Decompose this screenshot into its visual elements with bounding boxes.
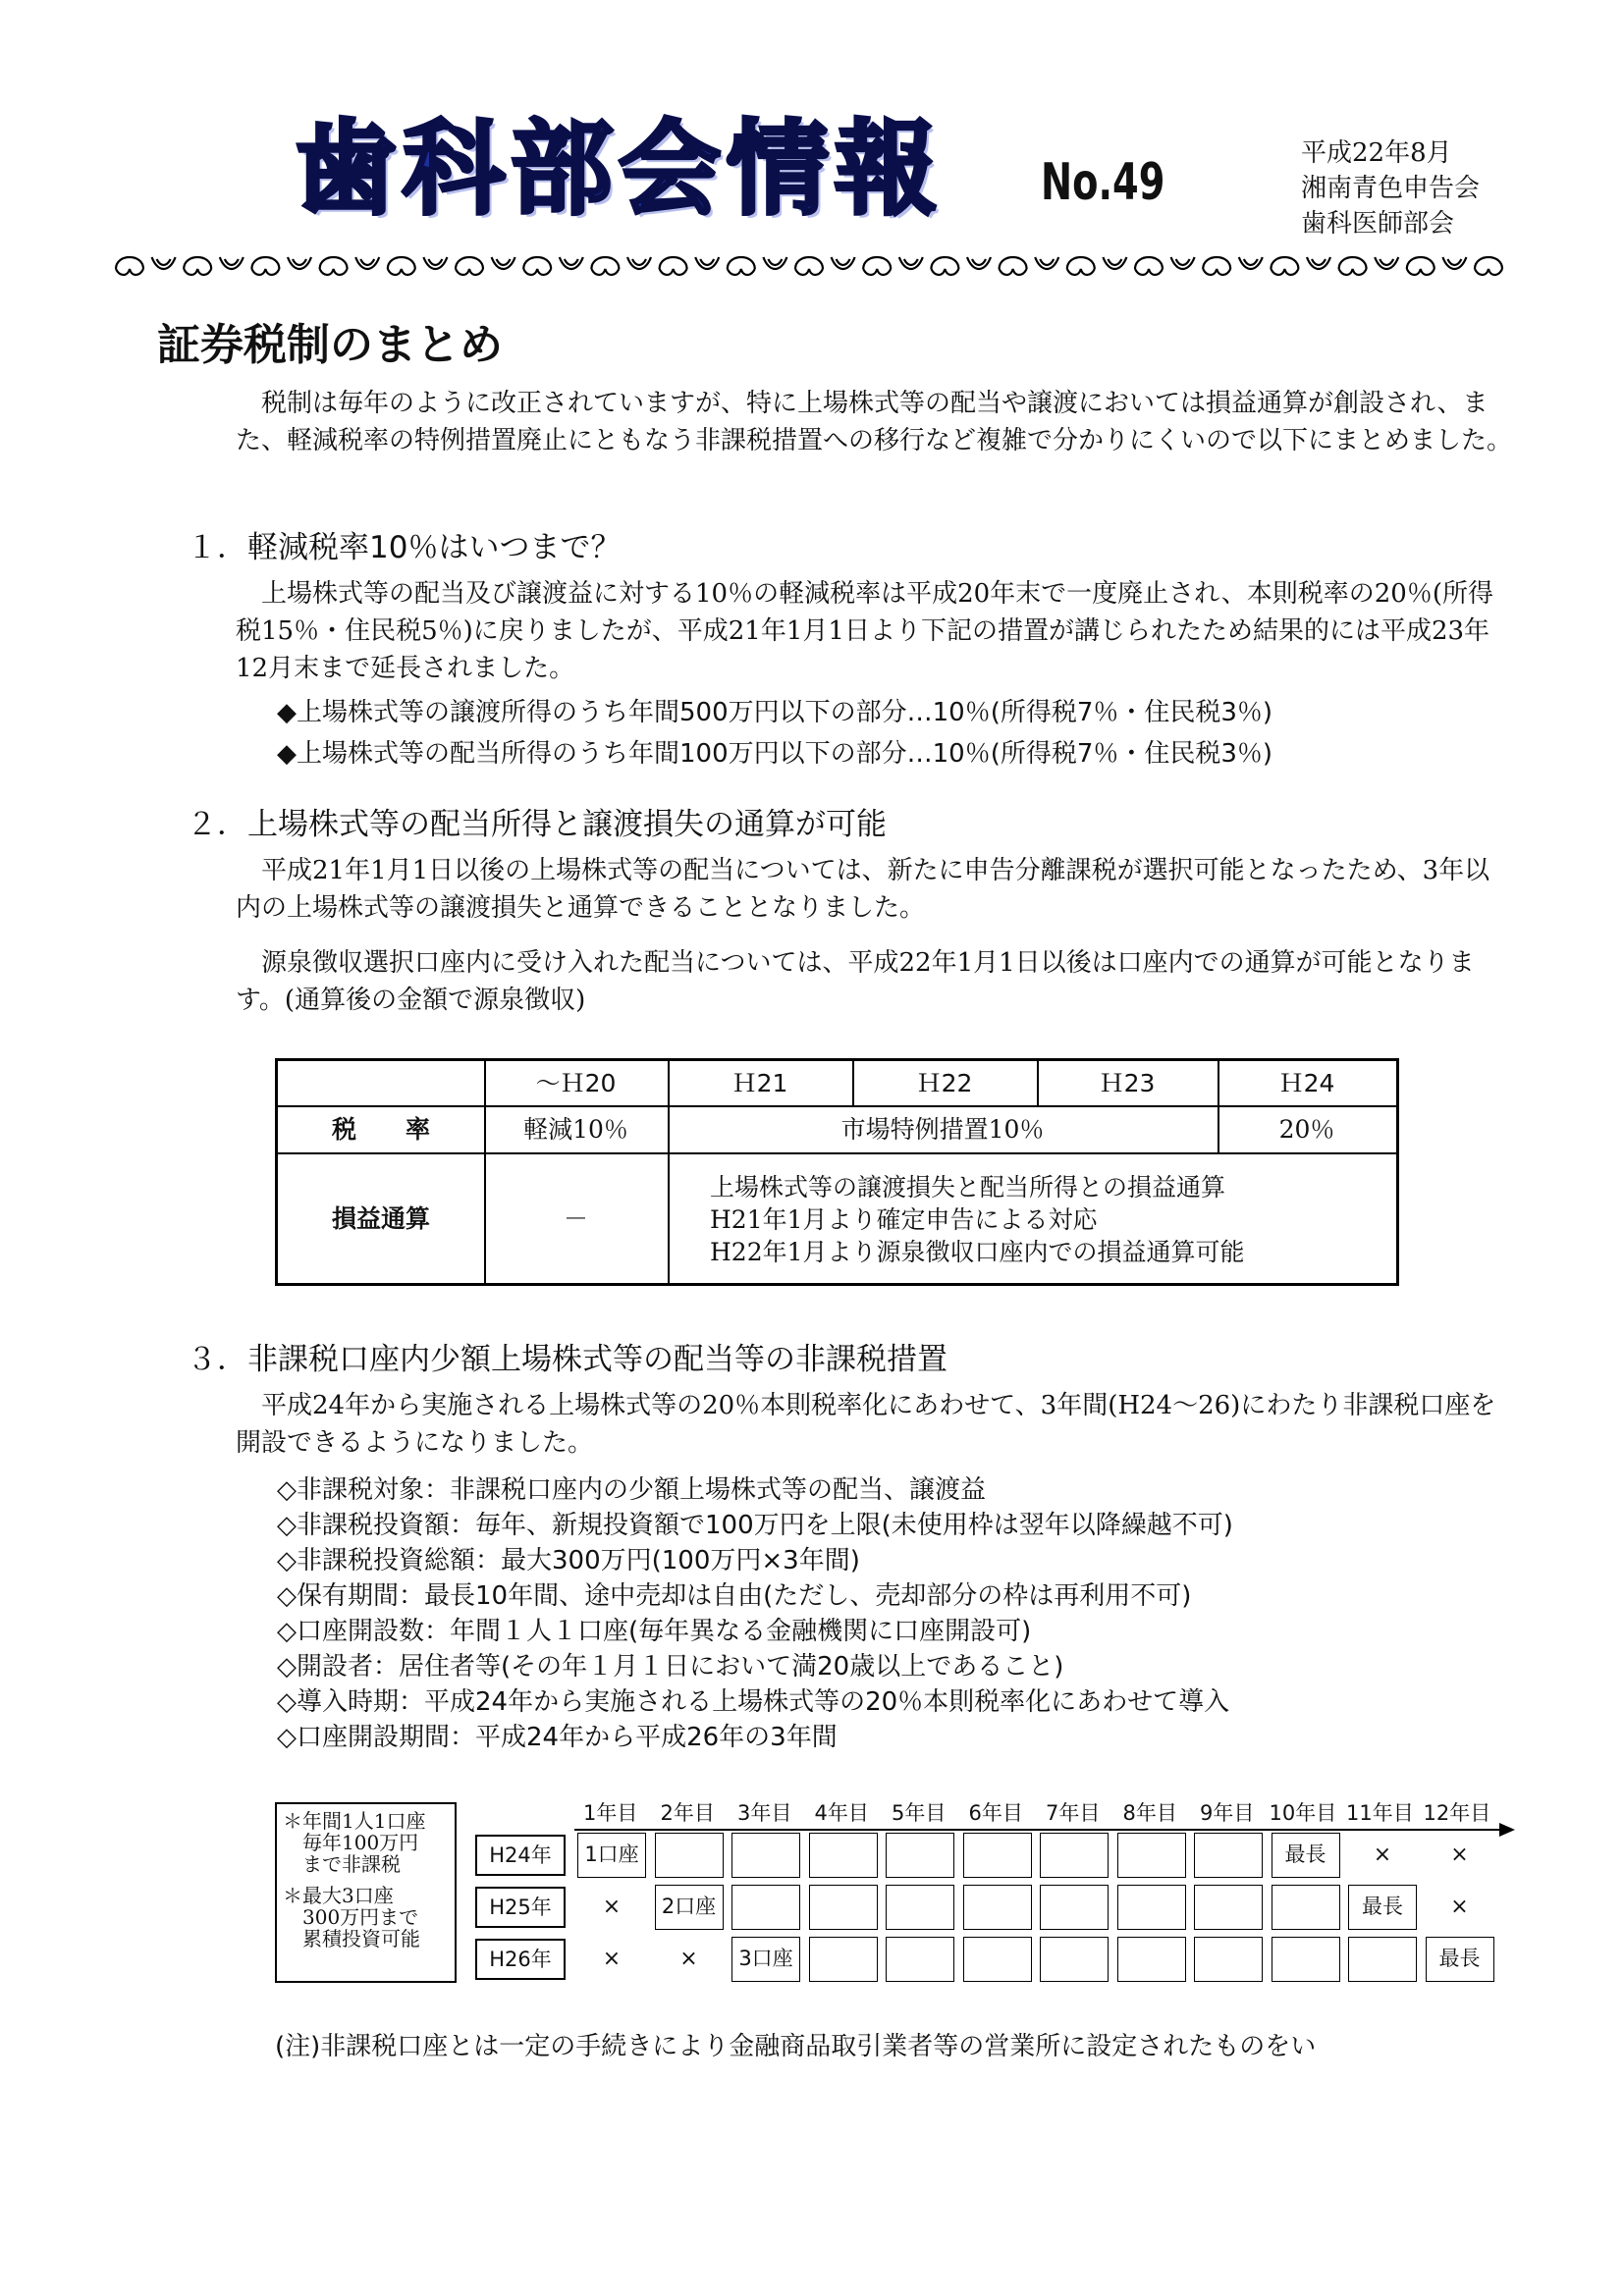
row-label-tax-rate: 税 率 — [331, 1115, 430, 1144]
year-label: 10年目 — [1269, 1801, 1337, 1825]
account-cell — [655, 1833, 724, 1878]
table-header-cell: Ｈ23 — [1099, 1069, 1156, 1097]
unavailable-mark: × — [1450, 1895, 1469, 1919]
section2-body: 源泉徴収選択口座内に受け入れた配当については、平成22年1月1日以後は口座内での通算が可能となります。(通算後の金額で源泉徴収) — [236, 948, 1475, 1015]
unavailable-mark: × — [679, 1947, 698, 1971]
list-item: ◇非課税投資総額：最大300万円(100万円×3年間) — [277, 1546, 860, 1575]
account-cell: 1口座 — [577, 1833, 646, 1878]
account-cell — [1040, 1937, 1109, 1982]
year-label: 1年目 — [583, 1801, 638, 1825]
year-label: 3年目 — [737, 1801, 792, 1825]
diagram-notes-box — [275, 1802, 457, 1983]
document-title: 証券税制のまとめ — [157, 320, 503, 370]
account-cell — [809, 1833, 878, 1878]
table-header-cell: Ｈ24 — [1278, 1069, 1335, 1097]
list-item: ◇口座開設数：年間１人１口座(毎年異なる金融機関に口座開設可) — [277, 1617, 1032, 1646]
section1-bullet: ◆上場株式等の譲渡所得のうち年間500万円以下の部分…10％(所得税7％・住民税3％) — [277, 698, 1273, 727]
list-item: ◇非課税対象：非課税口座内の少額上場株式等の配当、譲渡益 — [277, 1475, 986, 1505]
note-line: 毎年100万円 — [283, 1831, 419, 1854]
account-cell — [1040, 1833, 1109, 1878]
row-year-label: H26年 — [475, 1939, 566, 1980]
account-cell: 最長 — [1426, 1937, 1494, 1982]
account-cell — [1117, 1937, 1186, 1982]
section2-heading: ２．上場株式等の配当所得と譲渡損失の通算が可能 — [187, 807, 887, 842]
account-cell: 3口座 — [731, 1937, 800, 1982]
unavailable-mark: × — [602, 1947, 622, 1971]
note-line: 300万円まで — [283, 1905, 419, 1929]
account-cell — [1272, 1885, 1340, 1930]
tax-rate-table — [275, 1058, 1399, 1286]
pub-date: 平成22年8月 — [1301, 138, 1452, 168]
table-header-cell: ～Ｈ20 — [535, 1069, 617, 1097]
table-cell: 20％ — [1278, 1115, 1335, 1144]
year-label: 6年目 — [968, 1801, 1023, 1825]
year-label: 4年目 — [814, 1801, 869, 1825]
account-cell: 最長 — [1348, 1885, 1417, 1930]
row-year-label: H24年 — [475, 1835, 566, 1876]
account-cell — [1272, 1937, 1340, 1982]
note-line: H21年1月より確定申告による対応 — [710, 1205, 1098, 1234]
table-header-cell: Ｈ22 — [916, 1069, 973, 1097]
issue-number: No.49 — [1041, 153, 1165, 212]
note-line: H22年1月より源泉徴収口座内での損益通算可能 — [710, 1238, 1245, 1266]
section3-heading: ３．非課税口座内少額上場株式等の配当等の非課税措置 — [187, 1342, 947, 1377]
account-cell — [886, 1833, 954, 1878]
account-cell — [809, 1885, 878, 1930]
account-cell — [1117, 1885, 1186, 1930]
table-cell: － — [563, 1204, 588, 1233]
section1-heading: １．軽減税率10％はいつまで？ — [187, 530, 622, 565]
row-label-loss-offset: 損益通算 — [331, 1204, 430, 1233]
note-line: まで非課税 — [283, 1852, 401, 1876]
section1-body: 上場株式等の配当及び譲渡益に対する10％の軽減税率は平成20年末で一度廃止され、本則税率の20％(所得税15％・住民税5％)に戻りましたが、平成21年1月1日より下記の措置が講じられたため結果的には平成23年12月末まで延長されました。 — [236, 579, 1493, 683]
table-cell: 市場特例措置10％ — [840, 1115, 1045, 1144]
year-label: 8年目 — [1122, 1801, 1177, 1825]
note-line: ＊最大3口座 — [283, 1884, 394, 1907]
footnote: (注)非課税口座とは一定の手続きにより金融商品取引業者等の営業所に設定されたものをい — [275, 2032, 1317, 2061]
note-line: ＊年間1人1口座 — [283, 1809, 426, 1833]
unavailable-mark: × — [1450, 1842, 1469, 1867]
account-cell — [963, 1833, 1032, 1878]
account-cell: 最長 — [1272, 1833, 1340, 1878]
section2-body: 平成21年1月1日以後の上場株式等の配当については、新たに申告分離課税が選択可能となったため、3年以内の上場株式等の譲渡損失と通算できることとなりました。 — [236, 856, 1490, 923]
pub-org: 湘南青色申告会 — [1301, 174, 1481, 203]
list-item: ◇開設者：居住者等(その年１月１日において満20歳以上であること) — [277, 1652, 1064, 1682]
row-year-label: H25年 — [475, 1887, 566, 1928]
list-item: ◇非課税投資額：毎年、新規投資額で100万円を上限(未使用枠は翌年以降繰越不可) — [277, 1511, 1233, 1540]
account-cell — [1040, 1885, 1109, 1930]
account-cell — [886, 1885, 954, 1930]
year-label: 5年目 — [892, 1801, 947, 1825]
account-cell — [1194, 1937, 1263, 1982]
account-cell: 2口座 — [655, 1885, 724, 1930]
table-cell: 軽減10％ — [523, 1115, 628, 1144]
publisher-info — [1301, 135, 1480, 241]
account-cell — [809, 1937, 878, 1982]
year-label: 12年目 — [1423, 1801, 1491, 1825]
account-cell — [1117, 1833, 1186, 1878]
account-cell — [1194, 1833, 1263, 1878]
year-label: 7年目 — [1046, 1801, 1101, 1825]
ornamental-border — [113, 247, 1507, 281]
section3-body: 平成24年から実施される上場株式等の20％本則税率化にあわせて、3年間(H24～26)にわたり非課税口座を開設できるようになりました。 — [236, 1391, 1496, 1458]
unavailable-mark: × — [1373, 1842, 1392, 1867]
list-item: ◇保有期間：最長10年間、途中売却は自由(ただし、売却部分の枠は再利用不可) — [277, 1581, 1192, 1611]
pub-dept: 歯科医師部会 — [1301, 209, 1455, 239]
unavailable-mark: × — [602, 1895, 622, 1919]
list-item: ◇口座開設期間：平成24年から平成26年の3年間 — [277, 1723, 838, 1752]
account-cell — [1348, 1937, 1417, 1982]
account-cell — [731, 1885, 800, 1930]
account-cell — [963, 1885, 1032, 1930]
list-item: ◇導入時期：平成24年から実施される上場株式等の20％本則税率化にあわせて導入 — [277, 1687, 1230, 1717]
account-cell — [963, 1937, 1032, 1982]
note-line: 累積投資可能 — [283, 1927, 420, 1950]
year-label: 11年目 — [1346, 1801, 1414, 1825]
section1-bullet: ◆上場株式等の配当所得のうち年間100万円以下の部分…10％(所得税7％・住民税3％) — [277, 739, 1273, 769]
account-cell — [886, 1937, 954, 1982]
intro-paragraph: 税制は毎年のように改正されていますが、特に上場株式等の配当や譲渡においては損益通算が創設され、また、軽減税率の特例措置廃止にともなう非課税措置への移行など複雑で分かりにくいので以下にまとめました。 — [236, 389, 1513, 455]
note-line: 上場株式等の譲渡損失と配当所得との損益通算 — [710, 1173, 1226, 1201]
masthead-title: 歯科部会情報 — [295, 109, 944, 229]
loss-offset-notes — [710, 1171, 1245, 1268]
table-header-cell: Ｈ21 — [731, 1069, 788, 1097]
account-cell — [731, 1833, 800, 1878]
year-label: 2年目 — [660, 1801, 715, 1825]
year-label: 9年目 — [1200, 1801, 1255, 1825]
account-cell — [1194, 1885, 1263, 1930]
